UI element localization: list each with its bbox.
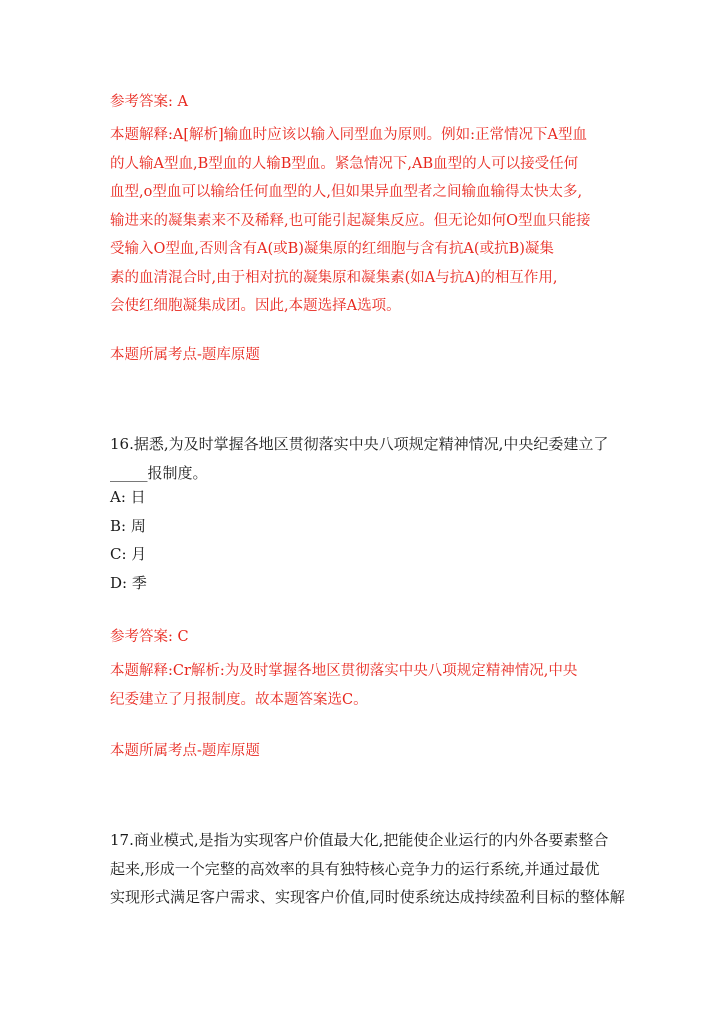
q15-explanation-line: 血型,o型血可以输给任何血型的人,但如果异血型者之间输血输得太快太多, [110, 184, 583, 200]
q16-answer: 参考答案: C [110, 629, 189, 645]
q16-explanation [110, 657, 620, 715]
q16-explanation-line: 纪委建立了月报制度。故本题答案选C。 [110, 692, 368, 708]
q17-question [110, 826, 625, 912]
q15-explanation-line: 受输入O型血,否则含有A(或B)凝集原的红细胞与含有抗A(或抗B)凝集 [110, 241, 554, 257]
q16-option-c: C: 月 [110, 545, 147, 563]
q17-question-line: 起来,形成一个完整的高效率的具有独特核心竞争力的运行系统,并通过最优 [110, 859, 600, 878]
q15-explanation-line: 会使红细胞凝集成团。因此,本题选择A选项。 [110, 298, 401, 314]
q16-question-line: _____报制度。 [110, 464, 208, 482]
q17-question-line: 17.商业模式,是指为实现客户价值最大化,把能使企业运行的内外各要素整合 [110, 831, 609, 849]
q15-explanation-line: 输进来的凝集素来不及稀释,也可能引起凝集反应。但无论如何O型血只能接 [110, 212, 591, 229]
q16-option-a: A: 日 [110, 488, 146, 506]
q16-question-line: 16.据悉,为及时掌握各地区贯彻落实中央八项规定精神情况,中央纪委建立了 [110, 435, 609, 453]
q16-option-d: D: 季 [110, 573, 147, 592]
q16-explanation-line: 本题解释:Cr解析:为及时掌握各地区贯彻落实中央八项规定精神情况,中央 [110, 663, 578, 679]
q15-explanation-line: 素的血清混合时,由于相对抗的凝集原和凝集素(如A与抗A)的相互作用, [110, 269, 558, 286]
q16-question [110, 430, 620, 488]
q15-explanation-line: 本题解释:A[解析]输血时应该以输入同型血为原则。例如:正常情况下A型血 [110, 127, 588, 143]
q15-answer: 参考答案: A [110, 94, 188, 110]
q15-explanation-line: 的人输A型血,B型血的人输B型血。紧急情况下,AB血型的人可以接受任何 [110, 155, 579, 172]
q16-options [110, 487, 620, 601]
q15-explanation [110, 121, 620, 321]
q16-option-b: B: 周 [110, 516, 146, 535]
q17-question-line: 实现形式满足客户需求、实现客户价值,同时使系统达成持续盈利目标的整体解 [110, 888, 625, 906]
q16-knowledge-point: 本题所属考点-题库原题 [110, 743, 260, 759]
q15-knowledge-point: 本题所属考点-题库原题 [110, 347, 260, 363]
